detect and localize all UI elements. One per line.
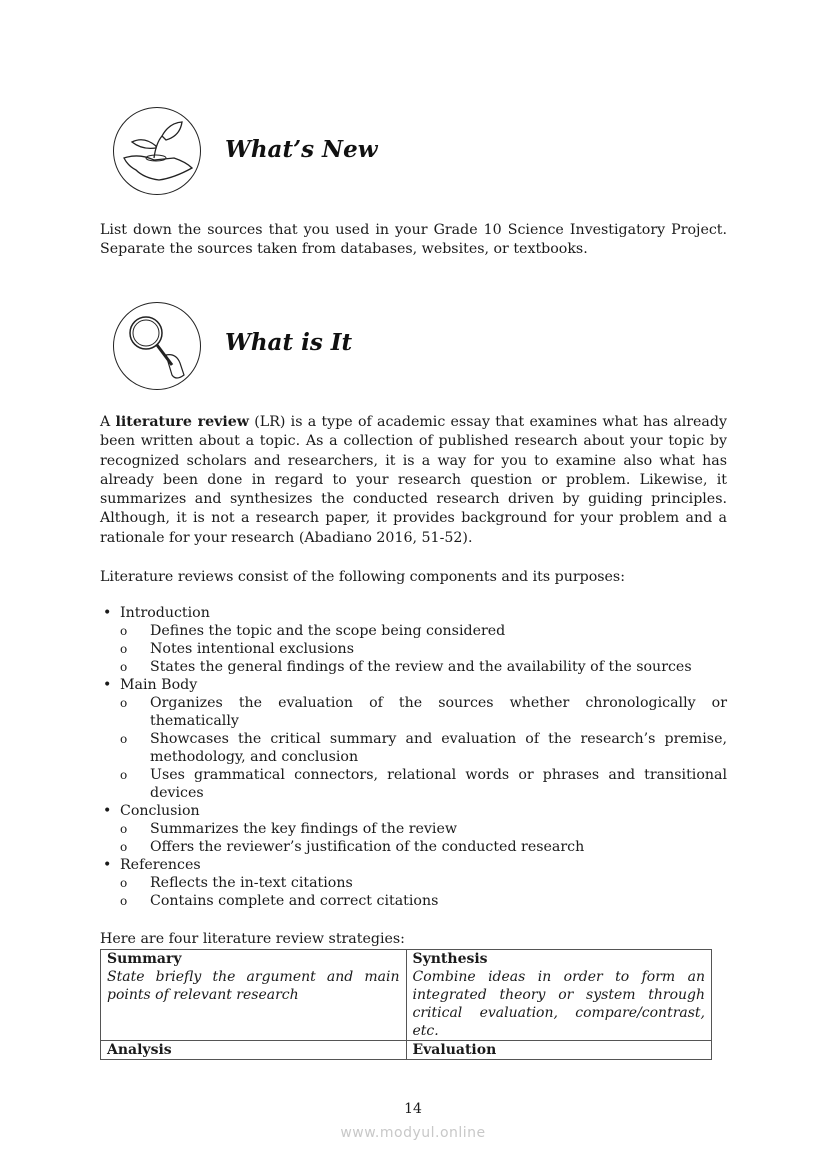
list-item: o States the general findings of the review and the availability of the sources <box>100 658 727 676</box>
strategy-analysis <box>101 1041 407 1060</box>
strategy-evaluation <box>406 1041 712 1060</box>
list-item: o Offers the reviewer’s justification of the conducted research <box>100 838 727 856</box>
strategy-heading: Evaluation <box>412 1042 497 1058</box>
table-row <box>101 1041 712 1060</box>
table-row <box>101 950 712 1041</box>
whats-new-title: What’s New <box>225 136 378 163</box>
strategy-heading: Analysis <box>107 1042 172 1058</box>
list-item: o Contains complete and correct citations <box>100 892 727 910</box>
components-intro: Literature reviews consist of the following components and its purposes: <box>100 569 625 585</box>
definition-prefix: A <box>100 414 116 430</box>
strategies-table <box>100 949 712 1060</box>
watermark: www.modyul.online <box>340 1125 486 1141</box>
strategy-description: Combine ideas in order to form an integrated theory or system through critical evaluation, compare/contrast, etc. <box>412 969 705 1039</box>
whats-new-text: List down the sources that you used in your Grade 10 Science Investigatory Project. Separate the sources taken from databases, websites, or textbooks. <box>100 222 727 258</box>
component-references: • References <box>100 856 727 874</box>
strategy-synthesis <box>406 950 712 1041</box>
strategies-intro: Here are four literature review strategies: <box>100 931 405 947</box>
list-item: o Showcases the critical summary and evaluation of the research’s premise, methodology, and conclusion <box>100 730 727 766</box>
component-conclusion: • Conclusion <box>100 802 727 820</box>
list-item: o Organizes the evaluation of the sources whether chronologically or thematically <box>100 694 727 730</box>
component-main-body: • Main Body <box>100 676 727 694</box>
list-item: o Uses grammatical connectors, relational words or phrases and transitional devices <box>100 766 727 802</box>
list-item: o Reflects the in-text citations <box>100 874 727 892</box>
strategy-heading: Summary <box>107 951 182 967</box>
term-literature-review: literature review <box>115 414 249 430</box>
literature-review-definition <box>100 413 727 548</box>
list-item: o Defines the topic and the scope being considered <box>100 622 727 640</box>
what-is-it-title: What is It <box>225 329 353 356</box>
components-list <box>100 604 727 910</box>
strategy-description: State briefly the argument and main points of relevant research <box>107 969 400 1003</box>
page-number: 14 <box>404 1101 422 1117</box>
magnifying-glass-icon <box>113 302 201 390</box>
list-item: o Summarizes the key findings of the review <box>100 820 727 838</box>
definition-text: (LR) is a type of academic essay that examines what has already been written about a topic. As a collection of published research about your topic by recognized scholars and researchers, it is a way for you to examine also what has already been done in regard to your research question or problem. Likewise, it summarizes and synthesizes the conducted research driven by guiding principles. Although, it is not a research paper, it provides background for your problem and a rationale for your research (Abadiano 2016, 51-52). <box>100 414 727 546</box>
hand-holding-plant-icon <box>113 107 201 195</box>
strategy-summary <box>101 950 407 1041</box>
component-introduction: • Introduction <box>100 604 727 622</box>
strategy-heading: Synthesis <box>412 951 488 967</box>
list-item: o Notes intentional exclusions <box>100 640 727 658</box>
